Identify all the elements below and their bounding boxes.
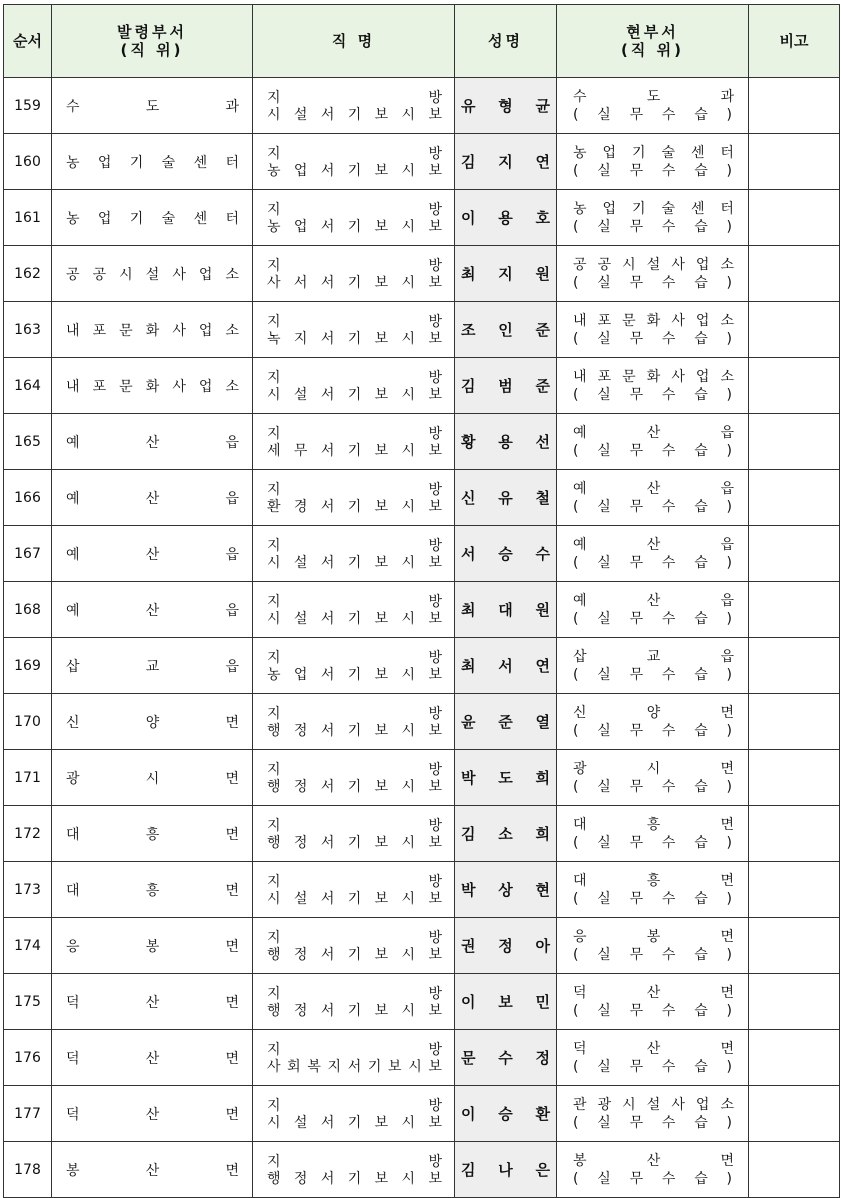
person-name-text: 문 수 정 (461, 1049, 550, 1067)
issuing-dept-text: 예 산 읍 (66, 602, 239, 619)
person-name-text: 박 도 희 (461, 769, 550, 787)
rank-cell (253, 78, 455, 134)
current-position-text: ( 실 무 수 습 ) (573, 610, 732, 627)
current-position-text: ( 실 무 수 습 ) (573, 386, 732, 403)
person-name-cell (455, 638, 557, 694)
note-cell (749, 190, 840, 246)
person-name-cell (455, 470, 557, 526)
rank-cell (253, 974, 455, 1030)
current-position-text: ( 실 무 수 습 ) (573, 666, 732, 683)
order-number: 168 (4, 582, 52, 638)
current-position-text: ( 실 무 수 습 ) (573, 330, 732, 347)
current-dept-cell (557, 526, 749, 582)
issuing-dept-text: 삽 교 읍 (66, 658, 239, 675)
order-number: 170 (4, 694, 52, 750)
current-dept-cell (557, 414, 749, 470)
issuing-dept-cell (52, 638, 253, 694)
table-row (4, 694, 840, 750)
issuing-dept-cell (52, 862, 253, 918)
current-dept-text: 광 시 면 (573, 760, 734, 777)
rank-cell (253, 638, 455, 694)
issuing-dept-text: 덕 산 면 (66, 994, 239, 1011)
rank-top-text: 지 방 (267, 313, 442, 330)
current-dept-text: 봉 산 면 (573, 1152, 734, 1169)
rank-top-text: 지 방 (267, 1097, 442, 1114)
order-number: 159 (4, 78, 52, 134)
current-position-text: ( 실 무 수 습 ) (573, 834, 732, 851)
issuing-dept-text: 내 포 문 화 사 업 소 (66, 378, 239, 395)
issuing-dept-text: 농 업 기 술 센 터 (66, 154, 239, 171)
issuing-dept-cell (52, 78, 253, 134)
rank-top-text: 지 방 (267, 593, 442, 610)
rank-bottom-text: 시 설 서 기 보 시 보 (267, 1114, 442, 1131)
rank-top-text: 지 방 (267, 89, 442, 106)
person-name-cell (455, 78, 557, 134)
current-dept-cell (557, 806, 749, 862)
issuing-dept-cell (52, 694, 253, 750)
rank-bottom-text: 시 설 서 기 보 시 보 (267, 890, 442, 907)
note-cell (749, 1030, 840, 1086)
rank-top-text: 지 방 (267, 425, 442, 442)
table-row (4, 134, 840, 190)
issuing-dept-text: 대 흥 면 (66, 882, 239, 899)
current-position-text: ( 실 무 수 습 ) (573, 890, 732, 907)
person-name-text: 조 인 준 (461, 321, 550, 339)
rank-cell (253, 470, 455, 526)
issuing-dept-cell (52, 190, 253, 246)
current-position-text: ( 실 무 수 습 ) (573, 106, 732, 123)
current-position-text: ( 실 무 수 습 ) (573, 946, 732, 963)
header-row (4, 5, 840, 78)
rank-cell (253, 750, 455, 806)
person-name-text: 서 승 수 (461, 545, 550, 563)
current-position-text: ( 실 무 수 습 ) (573, 778, 732, 795)
issuing-dept-text: 공 공 시 설 사 업 소 (66, 266, 239, 283)
rank-cell (253, 414, 455, 470)
rank-top-text: 지 방 (267, 929, 442, 946)
person-name-cell (455, 750, 557, 806)
current-dept-text: 대 흥 면 (573, 872, 734, 889)
note-cell (749, 1142, 840, 1198)
table-row (4, 862, 840, 918)
person-name-text: 김 나 은 (461, 1161, 550, 1179)
header-current-dept: 현부서 (직 위) (557, 5, 749, 78)
person-name-text: 김 소 희 (461, 825, 550, 843)
note-cell (749, 470, 840, 526)
rank-top-text: 지 방 (267, 985, 442, 1002)
order-number: 174 (4, 918, 52, 974)
current-dept-text: 대 흥 면 (573, 816, 734, 833)
table-row (4, 190, 840, 246)
rank-bottom-text: 행 정 서 기 보 시 보 (267, 1170, 442, 1187)
current-position-text: ( 실 무 수 습 ) (573, 218, 732, 235)
table-row (4, 246, 840, 302)
current-dept-text: 신 양 면 (573, 704, 734, 721)
note-cell (749, 918, 840, 974)
issuing-dept-cell (52, 1086, 253, 1142)
rank-bottom-text: 시 설 서 기 보 시 보 (267, 610, 442, 627)
note-cell (749, 750, 840, 806)
current-dept-cell (557, 358, 749, 414)
note-cell (749, 358, 840, 414)
person-name-cell (455, 1030, 557, 1086)
person-name-cell (455, 862, 557, 918)
order-number: 176 (4, 1030, 52, 1086)
table-row (4, 918, 840, 974)
current-position-text: ( 실 무 수 습 ) (573, 498, 732, 515)
table-row (4, 638, 840, 694)
table-row (4, 974, 840, 1030)
rank-bottom-text: 농 업 서 기 보 시 보 (267, 162, 442, 179)
current-dept-text: 내 포 문 화 사 업 소 (573, 368, 734, 385)
rank-top-text: 지 방 (267, 705, 442, 722)
person-name-cell (455, 134, 557, 190)
issuing-dept-text: 덕 산 면 (66, 1050, 239, 1067)
current-dept-cell (557, 470, 749, 526)
table-row (4, 414, 840, 470)
rank-cell (253, 862, 455, 918)
current-dept-cell (557, 1086, 749, 1142)
note-cell (749, 526, 840, 582)
issuing-dept-cell (52, 918, 253, 974)
current-position-text: ( 실 무 수 습 ) (573, 274, 732, 291)
person-name-cell (455, 302, 557, 358)
rank-cell (253, 358, 455, 414)
current-position-text: ( 실 무 수 습 ) (573, 162, 732, 179)
person-name-text: 김 범 준 (461, 377, 550, 395)
rank-top-text: 지 방 (267, 481, 442, 498)
current-position-text: ( 실 무 수 습 ) (573, 554, 732, 571)
rank-top-text: 지 방 (267, 873, 442, 890)
current-position-text: ( 실 무 수 습 ) (573, 442, 732, 459)
person-name-cell (455, 806, 557, 862)
rank-bottom-text: 행 정 서 기 보 시 보 (267, 834, 442, 851)
note-cell (749, 582, 840, 638)
person-name-text: 최 서 연 (461, 657, 550, 675)
person-name-text: 이 보 민 (461, 993, 550, 1011)
person-name-text: 신 유 철 (461, 489, 550, 507)
issuing-dept-text: 덕 산 면 (66, 1106, 239, 1123)
note-cell (749, 862, 840, 918)
current-dept-text: 덕 산 면 (573, 984, 734, 1001)
header-name: 성명 (455, 5, 557, 78)
person-name-text: 유 형 균 (461, 97, 550, 115)
order-number: 172 (4, 806, 52, 862)
header-issuing-dept: 발령부서 (직 위) (52, 5, 253, 78)
rank-cell (253, 694, 455, 750)
note-cell (749, 638, 840, 694)
rank-bottom-text: 행 정 서 기 보 시 보 (267, 778, 442, 795)
issuing-dept-cell (52, 302, 253, 358)
note-cell (749, 694, 840, 750)
current-position-text: ( 실 무 수 습 ) (573, 1170, 732, 1187)
person-name-text: 이 용 호 (461, 209, 550, 227)
rank-top-text: 지 방 (267, 649, 442, 666)
note-cell (749, 246, 840, 302)
rank-bottom-text: 행 정 서 기 보 시 보 (267, 722, 442, 739)
current-dept-text: 예 산 읍 (573, 592, 734, 609)
issuing-dept-text: 예 산 읍 (66, 434, 239, 451)
rank-top-text: 지 방 (267, 369, 442, 386)
table-row (4, 302, 840, 358)
person-name-cell (455, 1086, 557, 1142)
person-name-cell (455, 974, 557, 1030)
current-dept-cell (557, 1142, 749, 1198)
issuing-dept-text: 수 도 과 (66, 98, 239, 115)
rank-top-text: 지 방 (267, 1041, 442, 1058)
current-dept-cell (557, 750, 749, 806)
order-number: 173 (4, 862, 52, 918)
current-dept-text: 공 공 시 설 사 업 소 (573, 256, 734, 273)
issuing-dept-cell (52, 750, 253, 806)
order-number: 171 (4, 750, 52, 806)
person-name-text: 권 정 아 (461, 937, 550, 955)
person-name-text: 윤 준 열 (461, 713, 550, 731)
current-dept-text: 관 광 시 설 사 업 소 (573, 1096, 734, 1113)
rank-cell (253, 1142, 455, 1198)
rank-bottom-text: 시 설 서 기 보 시 보 (267, 386, 442, 403)
rank-cell (253, 1086, 455, 1142)
current-dept-text: 내 포 문 화 사 업 소 (573, 312, 734, 329)
rank-cell (253, 1030, 455, 1086)
order-number: 162 (4, 246, 52, 302)
personnel-roster-table (3, 4, 840, 1198)
note-cell (749, 302, 840, 358)
order-number: 163 (4, 302, 52, 358)
issuing-dept-cell (52, 246, 253, 302)
table-row (4, 470, 840, 526)
current-dept-cell (557, 582, 749, 638)
table-row (4, 806, 840, 862)
table-row (4, 526, 840, 582)
note-cell (749, 1086, 840, 1142)
note-cell (749, 806, 840, 862)
issuing-dept-cell (52, 358, 253, 414)
order-number: 177 (4, 1086, 52, 1142)
issuing-dept-text: 내 포 문 화 사 업 소 (66, 322, 239, 339)
person-name-cell (455, 526, 557, 582)
current-dept-text: 예 산 읍 (573, 536, 734, 553)
issuing-dept-text: 봉 산 면 (66, 1162, 239, 1179)
rank-bottom-text: 사 서 서 기 보 시 보 (267, 274, 442, 291)
rank-bottom-text: 세 무 서 기 보 시 보 (267, 442, 442, 459)
rank-cell (253, 526, 455, 582)
person-name-cell (455, 694, 557, 750)
rank-cell (253, 190, 455, 246)
rank-cell (253, 246, 455, 302)
current-position-text: ( 실 무 수 습 ) (573, 1058, 732, 1075)
rank-cell (253, 806, 455, 862)
order-number: 178 (4, 1142, 52, 1198)
header-order: 순서 (4, 5, 52, 78)
rank-bottom-text: 시 설 서 기 보 시 보 (267, 554, 442, 571)
person-name-cell (455, 582, 557, 638)
person-name-text: 이 승 환 (461, 1105, 550, 1123)
rank-cell (253, 582, 455, 638)
current-dept-cell (557, 918, 749, 974)
current-dept-text: 응 봉 면 (573, 928, 734, 945)
issuing-dept-text: 농 업 기 술 센 터 (66, 210, 239, 227)
order-number: 167 (4, 526, 52, 582)
issuing-dept-text: 대 흥 면 (66, 826, 239, 843)
table-row (4, 78, 840, 134)
current-dept-cell (557, 78, 749, 134)
order-number: 165 (4, 414, 52, 470)
issuing-dept-cell (52, 470, 253, 526)
person-name-cell (455, 918, 557, 974)
rank-bottom-text: 농 업 서 기 보 시 보 (267, 218, 442, 235)
rank-cell (253, 918, 455, 974)
issuing-dept-cell (52, 414, 253, 470)
current-dept-cell (557, 694, 749, 750)
person-name-text: 박 상 현 (461, 881, 550, 899)
order-number: 161 (4, 190, 52, 246)
issuing-dept-cell (52, 582, 253, 638)
person-name-cell (455, 358, 557, 414)
rank-cell (253, 134, 455, 190)
issuing-dept-text: 광 시 면 (66, 770, 239, 787)
rank-bottom-text: 행 정 서 기 보 시 보 (267, 1002, 442, 1019)
person-name-cell (455, 414, 557, 470)
note-cell (749, 974, 840, 1030)
order-number: 164 (4, 358, 52, 414)
current-dept-cell (557, 862, 749, 918)
order-number: 160 (4, 134, 52, 190)
issuing-dept-cell (52, 1142, 253, 1198)
table-row (4, 1086, 840, 1142)
current-dept-cell (557, 1030, 749, 1086)
rank-top-text: 지 방 (267, 1153, 442, 1170)
order-number: 166 (4, 470, 52, 526)
table-row (4, 750, 840, 806)
current-dept-text: 삽 교 읍 (573, 648, 734, 665)
issuing-dept-text: 신 양 면 (66, 714, 239, 731)
rank-cell (253, 302, 455, 358)
table-row (4, 1142, 840, 1198)
issuing-dept-text: 응 봉 면 (66, 938, 239, 955)
current-dept-cell (557, 190, 749, 246)
order-number: 169 (4, 638, 52, 694)
person-name-text: 최 대 원 (461, 601, 550, 619)
table-row (4, 582, 840, 638)
person-name-text: 황 용 선 (461, 433, 550, 451)
current-dept-cell (557, 134, 749, 190)
person-name-cell (455, 1142, 557, 1198)
current-dept-cell (557, 638, 749, 694)
current-dept-text: 덕 산 면 (573, 1040, 734, 1057)
issuing-dept-cell (52, 526, 253, 582)
rank-bottom-text: 사 회 복 지 서 기 보 시 보 (267, 1058, 442, 1075)
issuing-dept-cell (52, 806, 253, 862)
note-cell (749, 414, 840, 470)
current-dept-cell (557, 302, 749, 358)
rank-top-text: 지 방 (267, 201, 442, 218)
rank-bottom-text: 시 설 서 기 보 시 보 (267, 106, 442, 123)
note-cell (749, 134, 840, 190)
issuing-dept-text: 예 산 읍 (66, 546, 239, 563)
issuing-dept-cell (52, 134, 253, 190)
rank-bottom-text: 환 경 서 기 보 시 보 (267, 498, 442, 515)
rank-top-text: 지 방 (267, 145, 442, 162)
rank-bottom-text: 행 정 서 기 보 시 보 (267, 946, 442, 963)
rank-top-text: 지 방 (267, 761, 442, 778)
table-row (4, 1030, 840, 1086)
rank-top-text: 지 방 (267, 257, 442, 274)
table-row (4, 358, 840, 414)
header-note: 비고 (749, 5, 840, 78)
current-dept-cell (557, 974, 749, 1030)
current-dept-cell (557, 246, 749, 302)
person-name-text: 최 지 원 (461, 265, 550, 283)
rank-top-text: 지 방 (267, 537, 442, 554)
current-dept-text: 예 산 읍 (573, 480, 734, 497)
current-position-text: ( 실 무 수 습 ) (573, 722, 732, 739)
current-dept-text: 예 산 읍 (573, 424, 734, 441)
rank-bottom-text: 녹 지 서 기 보 시 보 (267, 330, 442, 347)
issuing-dept-text: 예 산 읍 (66, 490, 239, 507)
person-name-text: 김 지 연 (461, 153, 550, 171)
issuing-dept-cell (52, 1030, 253, 1086)
order-number: 175 (4, 974, 52, 1030)
header-rank: 직 명 (253, 5, 455, 78)
current-dept-text: 농 업 기 술 센 터 (573, 144, 734, 161)
current-position-text: ( 실 무 수 습 ) (573, 1114, 732, 1131)
note-cell (749, 78, 840, 134)
person-name-cell (455, 190, 557, 246)
current-position-text: ( 실 무 수 습 ) (573, 1002, 732, 1019)
rank-top-text: 지 방 (267, 817, 442, 834)
rank-bottom-text: 농 업 서 기 보 시 보 (267, 666, 442, 683)
person-name-cell (455, 246, 557, 302)
current-dept-text: 수 도 과 (573, 88, 734, 105)
current-dept-text: 농 업 기 술 센 터 (573, 200, 734, 217)
issuing-dept-cell (52, 974, 253, 1030)
